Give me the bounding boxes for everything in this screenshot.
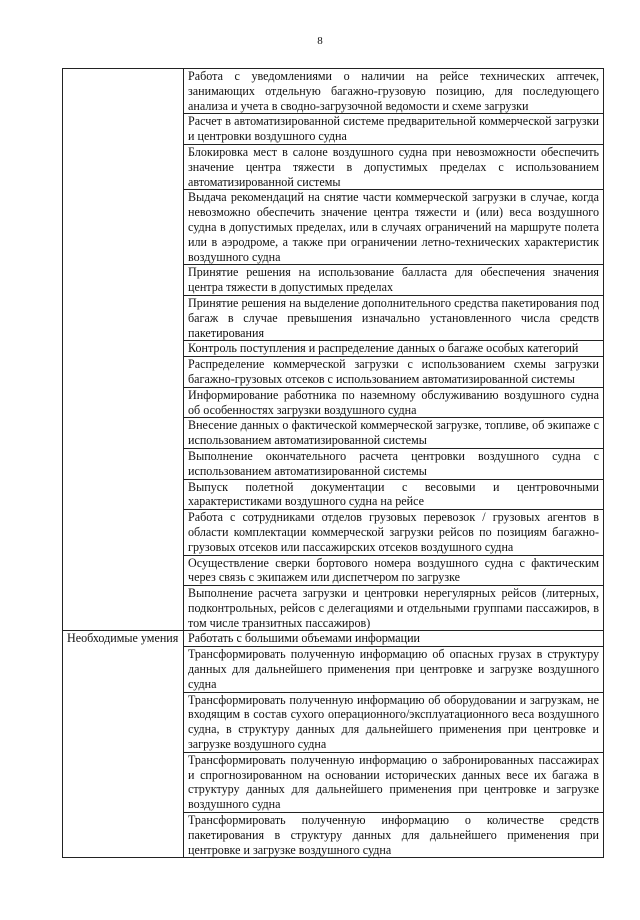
table-cell: Работа с сотрудниками отделов грузовых перевозок / грузовых агентов в области комплектации коммерческой загрузки рейсов по позициям багажно-грузовых отсеков или пассажирских отсеков воздушного судна	[184, 510, 604, 555]
section-label-skills: Необходимые умения	[63, 631, 184, 858]
table-cell: Трансформировать полученную информацию об опасных грузах в структуру данных для дальнейшего применения при центровке и загрузке воздушного судна	[184, 647, 604, 692]
table-cell: Выполнение окончательного расчета центровки воздушного судна с использованием автоматизированной системы	[184, 448, 604, 479]
page-number: 8	[317, 35, 323, 47]
table-cell: Работать с большими объемами информации	[184, 631, 604, 647]
table-cell: Выдача рекомендаций на снятие части коммерческой загрузки в случае, когда невозможно обеспечить значение центра тяжести и (или) веса воздушного судна в допустимых пределах, или в случаях ограничений на маршруте полета или в аэродроме, а также при ограничении летно-технических характеристик воздушного судна	[184, 190, 604, 265]
table-cell: Работа с уведомлениями о наличии на рейсе технических аптечек, занимающих отдельную багажно-грузовую позицию, для последующего анализа и учета в сводно-загрузочной ведомости и схеме загрузки	[184, 69, 604, 114]
table-cell: Выполнение расчета загрузки и центровки нерегулярных рейсов (литерных, подконтрольных, рейсов с делегациями и отдельными группами пассажиров, в том числе транзитных пассажиров)	[184, 586, 604, 631]
table-cell: Контроль поступления и распределение данных о багаже особых категорий	[184, 341, 604, 357]
competency-table	[62, 68, 604, 858]
section-label	[63, 69, 184, 631]
table-cell: Трансформировать полученную информацию об оборудовании и загрузкам, не входящим в состав сухого операционного/эксплуатационного веса воздушного судна, в структуру данных для дальнейшего применения при центровке и загрузке воздушного судна	[184, 692, 604, 752]
table-cell: Внесение данных о фактической коммерческой загрузке, топливе, об экипаже с использованием автоматизированной системы	[184, 418, 604, 449]
table-cell: Осуществление сверки бортового номера воздушного судна с фактическим через связь с экипажем или диспетчером по загрузке	[184, 555, 604, 586]
table-row	[63, 69, 604, 114]
table-cell: Выпуск полетной документации с весовыми и центровочными характеристиками воздушного судна на рейсе	[184, 479, 604, 510]
table-cell: Принятие решения на выделение дополнительного средства пакетирования под багаж в случае превышения изначально установленного числа средств пакетирования	[184, 295, 604, 340]
table-cell: Принятие решения на использование балласта для обеспечения значения центра тяжести в допустимых пределах	[184, 265, 604, 296]
table-cell: Расчет в автоматизированной системе предварительной коммерческой загрузки и центровки воздушного судна	[184, 114, 604, 145]
table-cell: Блокировка мест в салоне воздушного судна при невозможности обеспечить значение центра тяжести в допустимых пределах с использованием автоматизированной системы	[184, 144, 604, 189]
table-cell: Информирование работника по наземному обслуживанию воздушного судна об особенностях загрузки воздушного судна	[184, 387, 604, 418]
table-cell: Трансформировать полученную информацию о количестве средств пакетирования в структуру данных для дальнейшего применения при центровке и загрузке воздушного судна	[184, 813, 604, 858]
table-cell: Трансформировать полученную информацию о забронированных пассажирах и спрогнозированном на основании исторических данных весе их багажа в структуру данных для дальнейшего применения при центровке и загрузке воздушного судна	[184, 752, 604, 812]
table-cell: Распределение коммерческой загрузки с использованием схемы загрузки багажно-грузовых отсеков с использованием автоматизированной системы	[184, 357, 604, 388]
table-row	[63, 631, 604, 647]
